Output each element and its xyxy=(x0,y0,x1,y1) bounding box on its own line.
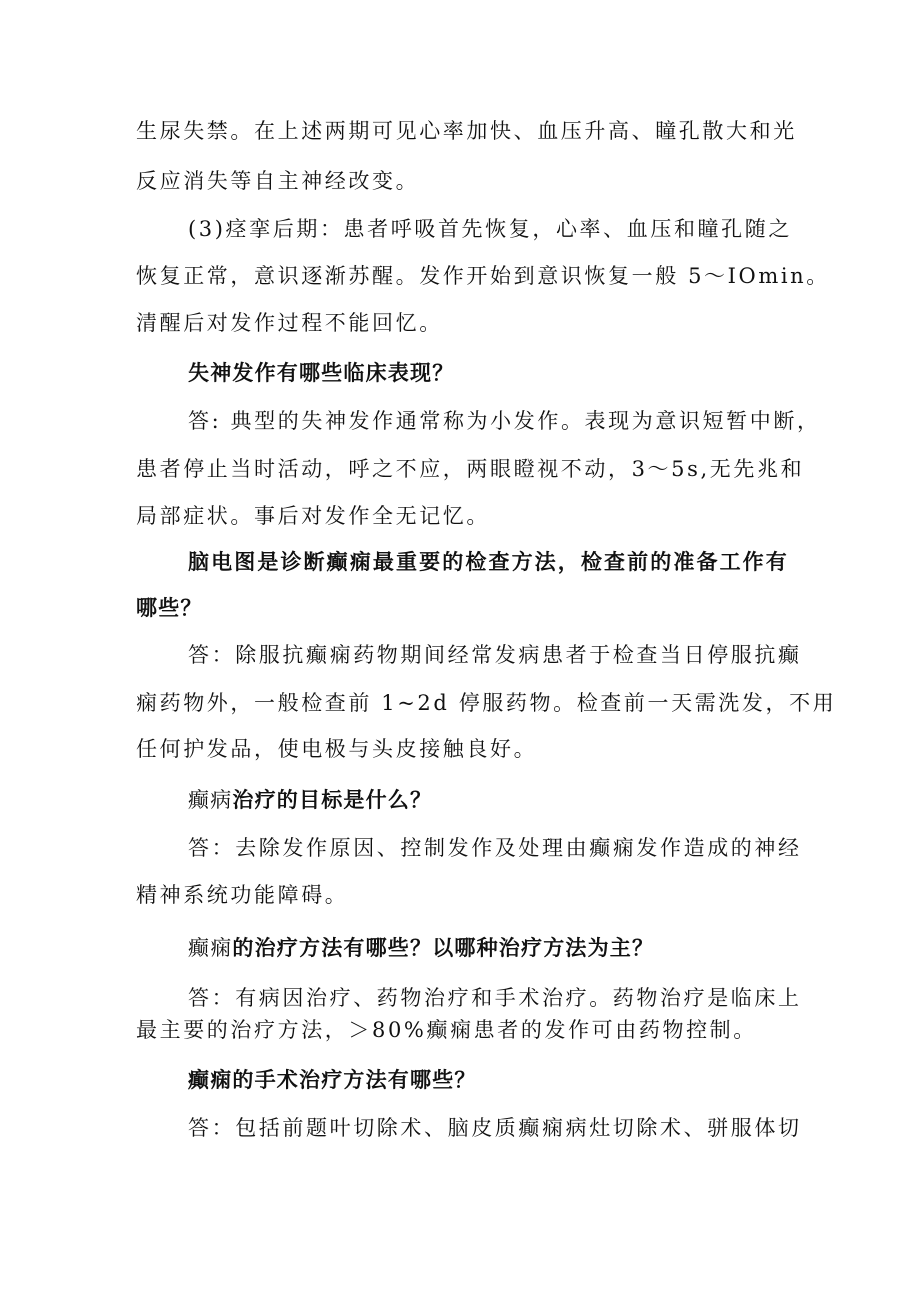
answer-text-line: 答：有病因治疗、药物治疗和手术治疗。药物治疗是临床上 xyxy=(188,986,802,1010)
answer-text-line: 患者停止当时活动，呼之不应，两眼瞪视不动，3～5s,无先兆和 xyxy=(136,457,805,481)
answer-text-line: 答: 典型的失神发作通常称为小发作。表现为意识短暂中断， xyxy=(188,409,821,433)
body-text-line: 恢复正常，意识逐渐苏醒。发作开始到意识恢复一般 5～IOmin。 xyxy=(136,264,830,288)
question-text: 治疗的目标是什么？ xyxy=(232,787,433,812)
question-heading: 失神发作有哪些临床表现？ xyxy=(188,360,455,385)
body-text-line: 清醒后对发作过程不能回忆。 xyxy=(136,311,443,335)
answer-text-line: 任何护发品，使电极与头皮接触良好。 xyxy=(136,737,538,761)
question-heading: 哪些？ xyxy=(136,595,203,620)
question-prefix: 癫病 xyxy=(188,788,233,812)
answer-text-line: 精神系统功能障碍。 xyxy=(136,883,349,907)
question-heading xyxy=(188,786,788,814)
answer-text-line: 痫药物外，一般检查前 1~2d 停服药物。检查前一天需洗发，不用 xyxy=(136,691,837,715)
answer-text-line: 局部症状。事后对发作全无记忆。 xyxy=(136,504,490,528)
answer-text-line: 答：去除发作原因、控制发作及处理由癫痫发作造成的神经 xyxy=(188,836,802,860)
body-text-line: 生尿失禁。在上述两期可见心率加快、血压升高、瞳孔散大和光 xyxy=(136,119,797,143)
question-heading xyxy=(188,934,788,962)
question-text: 的治疗方法有哪些？以哪种治疗方法为主？ xyxy=(232,935,655,960)
question-heading: 癫痫的手术治疗方法有哪些？ xyxy=(188,1067,477,1092)
answer-text-line: 最主要的治疗方法，＞80%癫痫患者的发作可由药物控制。 xyxy=(136,1018,757,1042)
answer-text-line: 答：包括前题叶切除术、脑皮质癫痫病灶切除术、骈服体切 xyxy=(188,1116,802,1140)
question-heading: 脑电图是诊断癫痫最重要的检查方法，检查前的准备工作有 xyxy=(188,549,788,574)
body-text-line: 反应消失等自主神经改变。 xyxy=(136,169,420,193)
body-text-line: (3)痉挛后期：患者呼吸首先恢复，心率、血压和瞳孔随之 xyxy=(188,217,792,241)
answer-text-line: 答：除服抗癫痫药物期间经常发病患者于检查当日停服抗癫 xyxy=(188,643,802,667)
question-prefix: 癫痫 xyxy=(188,936,233,960)
